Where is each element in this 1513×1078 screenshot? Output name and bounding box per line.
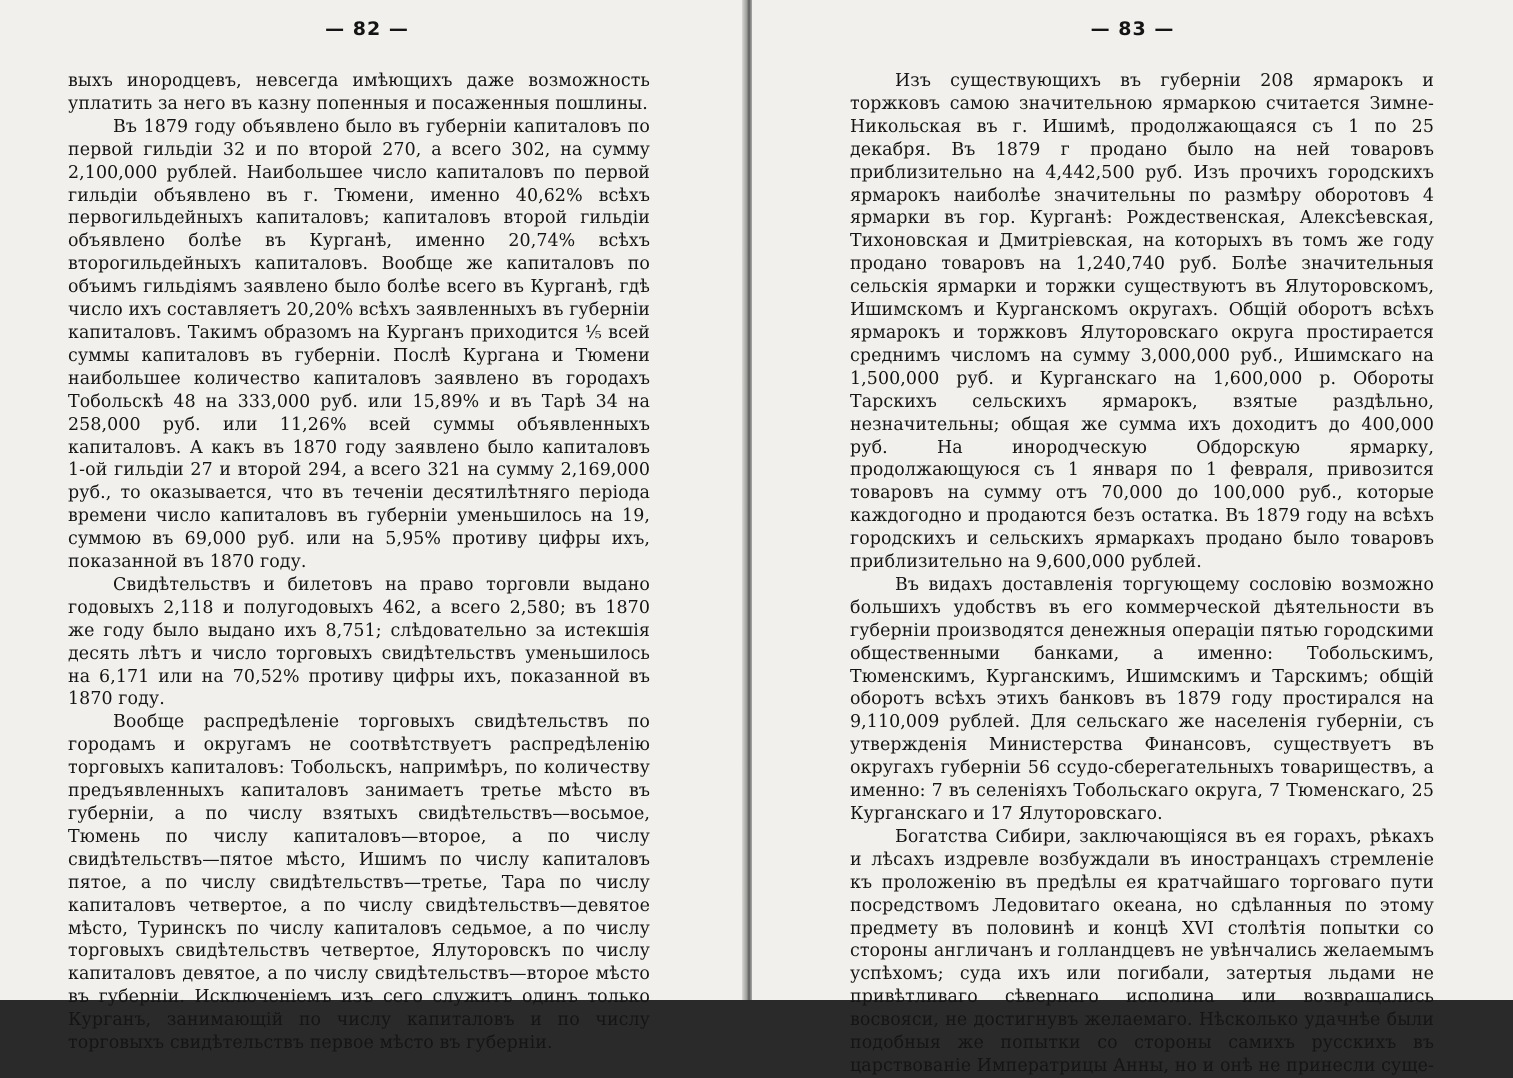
- paragraph: выхъ инородцевъ, невсегда имѣющихъ даже возможность уплатить за него въ казну попенныя и посаженныя пошлины.: [68, 71, 650, 114]
- paragraph: Свидѣтельствъ и билетовъ на право торговли выдано годовыхъ 2,118 и полугодовыхъ 462, а всего 2,580; въ 1870 же году было выдано ихъ 8,751; слѣдовательно за истекшія десять лѣтъ и число торговыхъ свидѣтельствъ уменьшилось на 6,171 или на 70,52% противу цифры ихъ, показанной въ 1870 году.: [68, 574, 650, 710]
- paragraph: Въ 1879 году объявлено было въ губерніи капиталовъ по первой гильдіи 32 и по второй 270, а всего 302, на сумму 2,100,000 рублей. Наибольшее число капиталовъ по первой гильдіи объявлено въ г. Тюмени, именно 40,62% всѣхъ первогильдейныхъ капиталовъ; капиталовъ второй гильдіи объявлено болѣе въ Курганѣ, именно 20,74% всѣхъ второгильдейныхъ капиталовъ. Вообще же капиталовъ по объимъ гильдіямъ заявлено было болѣе всего въ Курганѣ, гдѣ число ихъ составляетъ 20,20% всѣхъ заявленныхъ въ губерніи капиталовъ. Такимъ образомъ на Курганъ приходится ⅕ всей суммы капиталовъ въ губерніи. Послѣ Кургана и Тюмени наибольшее количество капиталовъ заявлено въ городахъ Тобольскѣ 48 на 333,000 руб. или 15,89% и въ Тарѣ 34 на 258,000 руб. или 11,26% всей суммы объявленныхъ капиталовъ. А какъ въ 1870 году заявлено было капиталовъ 1-ой гильдіи 27 и второй 294, а всего 321 на сумму 2,169,000 руб., то оказывается, что въ теченіи десятилѣтняго періода времени число капиталовъ въ губерніи уменьшилось на 19, суммою въ 69,000 руб. или на 5,95% противу цифры ихъ, показанной въ 1870 году.: [68, 116, 650, 573]
- page-number: — 83 —: [1090, 18, 1175, 40]
- page-body: [68, 70, 650, 1055]
- page-number: — 82 —: [325, 18, 409, 40]
- left-page: [0, 0, 746, 1054]
- page-body: [850, 70, 1434, 1078]
- right-page: [752, 0, 1513, 1076]
- paragraph: Въ видахъ доставленія торгующему сословію возможно большихъ удобствъ въ его коммерческой дѣятельности въ губерніи производятся денежныя операціи пятью городскими общественными банками, а именно: Тобольскимъ, Тюменскимъ, Курганскимъ, Ишимскимъ и Тарскимъ; общій оборотъ всѣхъ этихъ банковъ въ 1879 году простирался на 9,110,009 рублей. Для сельскаго же населенія губерніи, съ утвержденія Министерства Финансовъ, существуетъ въ округахъ губерніи 56 ссудо-сберегательныхъ товариществъ, а именно: 7 въ селеніяхъ Тобольскаго округа, 7 Тюменскаго, 25 Курганскаго и 17 Ялуторовскаго.: [850, 574, 1434, 824]
- paragraph: Богатства Сибири, заключающіяся въ ея горахъ, рѣкахъ и лѣсахъ издревле возбуждали въ иностранцахъ стремленіе къ проложенію въ предѣлы ея кратчайшаго торговаго пути посредствомъ Ледовитаго океана, но сдѣланныя по этому предмету въ половинѣ и концѣ XVI столѣтія попытки со стороны англичанъ и голландцевъ не увѣнчались желаемымъ успѣхомъ; суда ихъ или погибали, затертыя льдами не привѣтливаго сѣвернаго исполина или возвращались восвояси, не достигнувъ желаемаго. Нѣсколько удачнѣе были подобныя же попытки со стороны самихъ русскихъ въ царствованіе Императрицы Анны, но и онѣ не принесли суще-: [850, 826, 1434, 1076]
- paragraph: Вообще распредѣленіе торговыхъ свидѣтельствъ по городамъ и округамъ не соотвѣтствуетъ распредѣленію торговыхъ капиталовъ: Тобольскъ, напримѣръ, по количеству предъявленныхъ капиталовъ занимаетъ третье мѣсто въ губерніи, а по числу взятыхъ свидѣтельствъ—восьмое, Тюмень по числу капиталовъ—второе, а по числу свидѣтельствъ—пятое мѣсто, Ишимъ по числу капиталовъ пятое, а по числу свидѣтельствъ—третье, Тара по числу капиталовъ четвертое, а по числу свидѣтельствъ—девятое мѣсто, Туринскъ по числу капиталовъ седьмое, а по числу торговыхъ свидѣтельствъ четвертое, Ялуторовскъ по числу капиталовъ девятое, а по числу свидѣтельствъ—второе мѣсто въ губерніи. Исключеніемъ изъ сего служитъ одинъ только Курганъ, занимающій по числу капиталовъ и по числу торговыхъ свидѣтельствъ первое мѣсто въ губерніи.: [68, 712, 650, 1054]
- paragraph: Изъ существующихъ въ губерніи 208 ярмарокъ и торжковъ самою значительною ярмаркою считается Зимне-Никольская въ г. Ишимѣ, продолжающаяся съ 1 по 25 декабря. Въ 1879 г продано было на ней товаровъ приблизительно на 4,442,500 руб. Изъ прочихъ городскихъ ярмарокъ наиболѣе значительны по размѣру оборотовъ 4 ярмарки въ гор. Курганѣ: Рождественская, Алексѣевская, Тихоновская и Дмитріевская, на которыхъ въ томъ же году продано товаровъ на 1,240,740 руб. Болѣе значительныя сельскія ярмарки и торжки существуютъ въ Ялуторовскомъ, Ишимскомъ и Курганскомъ округахъ. Общій оборотъ всѣхъ ярмарокъ и торжковъ Ялуторовскаго округа простирается среднимъ числомъ на сумму 3,000,000 руб., Ишимскаго на 1,500,000 руб. и Курганскаго на 1,600,000 р. Обороты Тарскихъ сельскихъ ярмарокъ, взятые раздѣльно, незначительны; общая же сумма ихъ доходитъ до 400,000 руб. На инородческую Обдорскую ярмарку, продолжающуюся съ 1 января по 1 февраля, привозится товаровъ на сумму отъ 70,000 до 100,000 руб., которые каждогодно и продаются безъ остатка. Въ 1879 году на всѣхъ городскихъ и сельскихъ ярмаркахъ продано было товаровъ приблизительно на 9,600,000 рублей.: [850, 71, 1434, 573]
